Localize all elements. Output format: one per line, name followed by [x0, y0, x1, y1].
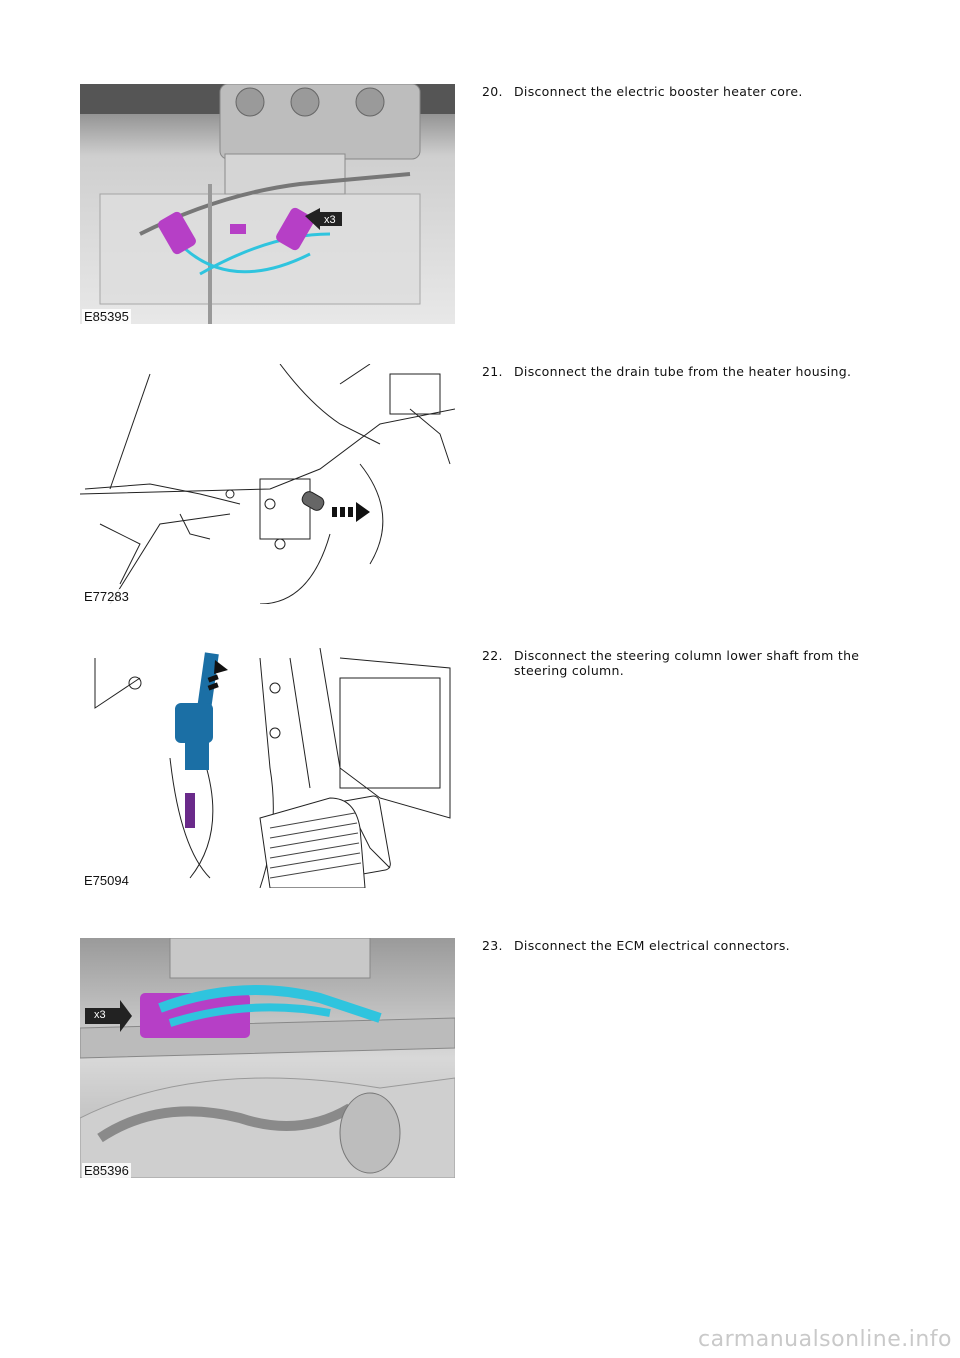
figure-code: E77283	[84, 589, 129, 604]
drain-tube-illustration	[80, 364, 455, 604]
figure-drain-tube	[80, 364, 455, 604]
figure-steering-shaft	[80, 648, 455, 888]
step-number: 23.	[482, 938, 503, 953]
step-text: Disconnect the electric booster heater core.	[514, 84, 803, 99]
figure-ecm-connectors	[80, 938, 455, 1178]
steering-shaft-illustration	[80, 648, 455, 888]
figure-code: E85395	[84, 309, 129, 324]
step-text: Disconnect the drain tube from the heater housing.	[514, 364, 852, 379]
figure-heater-core	[80, 84, 455, 324]
step-text: Disconnect the steering column lower shaft from the steering column.	[514, 648, 860, 678]
step-number: 21.	[482, 364, 503, 379]
figure-code: E75094	[84, 873, 129, 888]
watermark: carmanualsonline.info	[698, 1327, 952, 1352]
heater-core-illustration	[80, 84, 455, 324]
figure-code: E85396	[84, 1163, 129, 1178]
step-23	[0, 938, 960, 1228]
step-21	[0, 364, 960, 654]
step-22	[0, 648, 960, 938]
step-text: Disconnect the ECM electrical connectors.	[514, 938, 790, 953]
step-20	[0, 84, 960, 374]
callout-x3: x3	[324, 214, 336, 226]
step-number: 20.	[482, 84, 503, 99]
step-number: 22.	[482, 648, 503, 663]
ecm-connectors-illustration	[80, 938, 455, 1178]
callout-x3: x3	[94, 1009, 106, 1021]
